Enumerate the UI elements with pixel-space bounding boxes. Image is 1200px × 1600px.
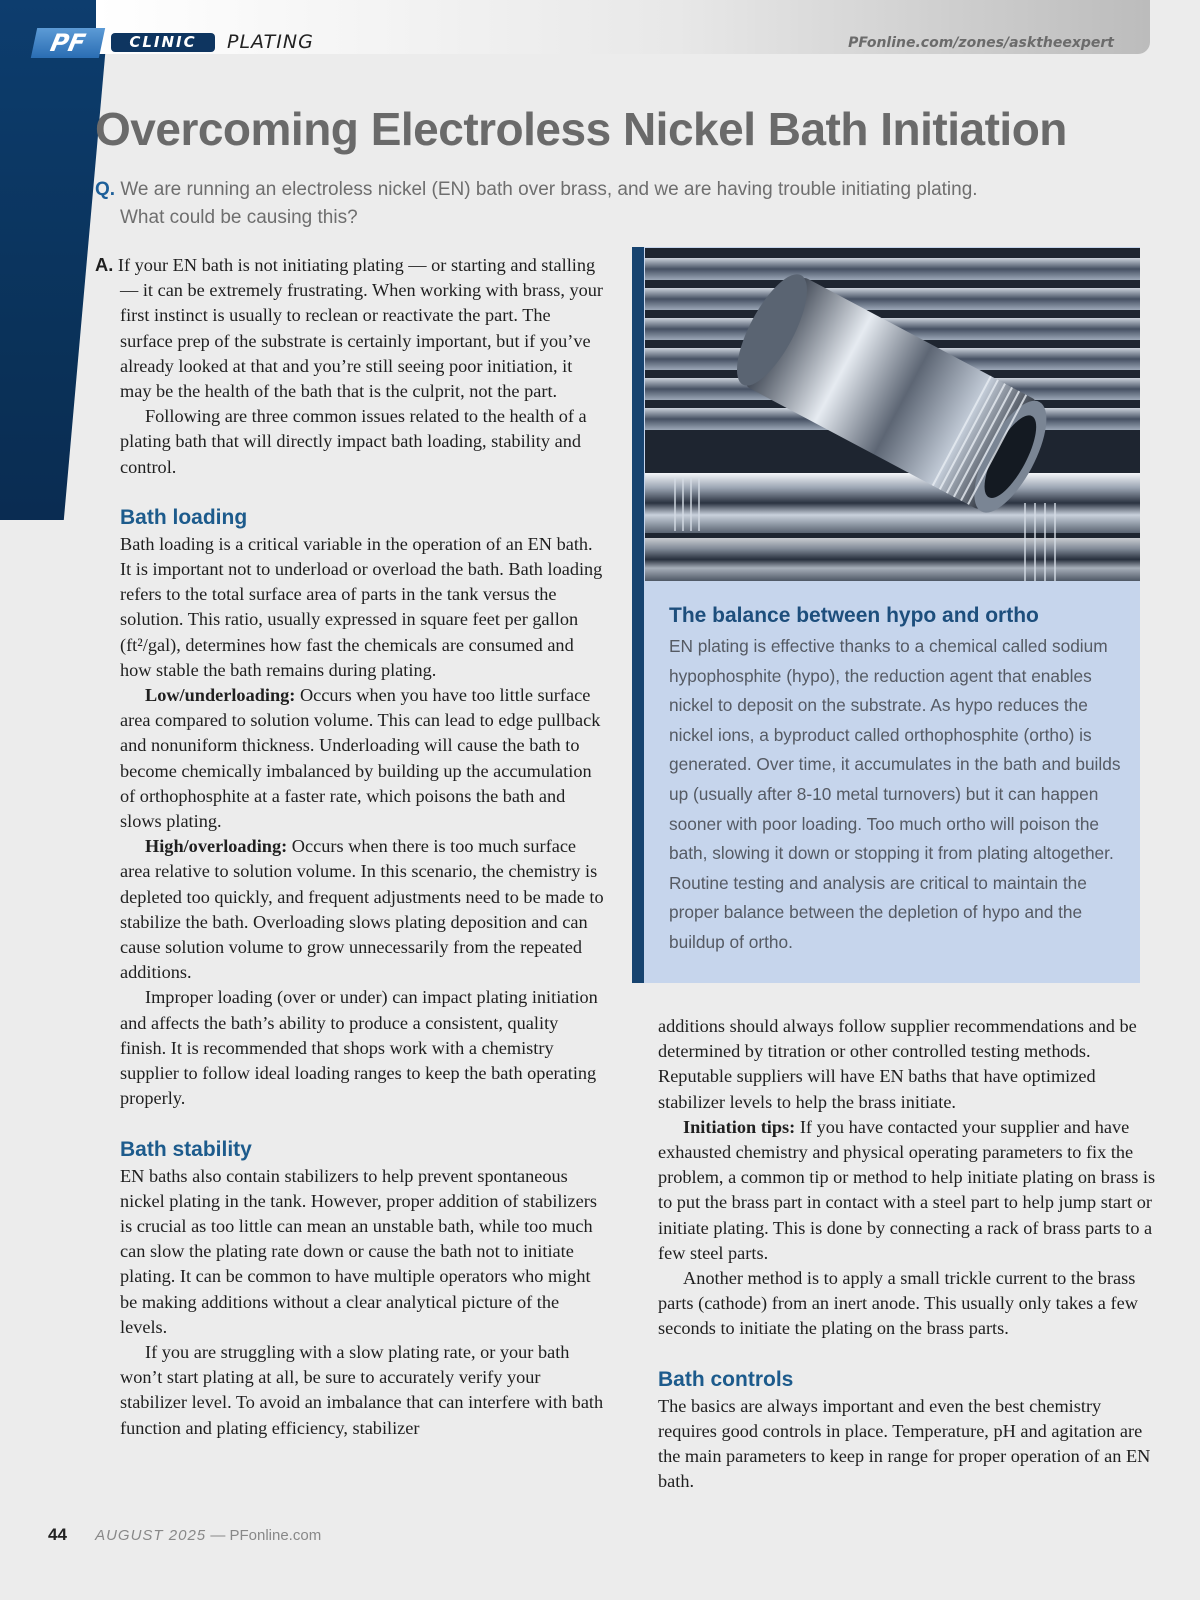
left-column	[95, 252, 607, 1441]
bath-stability-p1: EN baths also contain stabilizers to help prevent spontaneous nickel plating in the tank. However, proper addition of stabilizers is crucial as too little can mean an unstable bath, while too much can slow the plating rate down or cause the bath not to initiate plating. It can be common to have multiple operators who might be making additions without a clear analytical picture of the levels.	[120, 1165, 597, 1337]
page-footer	[48, 1525, 321, 1545]
sidebar-heading: The balance between hypo and ortho	[669, 604, 1039, 627]
question-marker: Q.	[95, 179, 116, 200]
sidebar-body: EN plating is effective thanks to a chemical called sodium hypophosphite (hypo), the reduction agent that enables nickel to deposit on the substrate. As hypo reduces the nickel ions, a byproduct called orthophosphite (ortho) is generated. Over time, it accumulates in the bath and builds up (usually after 8-10 metal turnovers) but it can happen sooner with poor loading. Too much ortho will poison the bath, slowing it down or stopping it from plating altogether. Routine testing and analysis are critical to maintain the proper balance between the depletion of hypo and the buildup of ortho.	[669, 636, 1121, 952]
heading-bath-controls: Bath controls	[658, 1367, 794, 1391]
bath-loading-high	[95, 834, 607, 985]
initiation-tips-label: Initiation tips:	[683, 1116, 796, 1137]
stability-continuation: additions should always follow supplier recommendations and be determined by titration or other controlled testing methods. Reputable suppliers will have EN baths that have optimized stabilizer levels to help the brass initiate.	[658, 1016, 1137, 1112]
bath-loading-low	[95, 683, 607, 834]
page-number: 44	[48, 1525, 67, 1544]
question-block	[95, 176, 1015, 232]
photo-nickel-plated-fittings	[645, 248, 1140, 581]
high-loading-label: High/overloading:	[145, 836, 288, 857]
trickle-current-paragraph: Another method is to apply a small trickle current to the brass parts (cathode) from an inert anode. This usually only takes a few seconds to initiate the plating on the brass parts.	[658, 1268, 1138, 1339]
issue-date: AUGUST 2025	[95, 1527, 207, 1544]
high-loading-text: Occurs when there is too much surface area relative to solution volume. In this scenario, the chemistry is depleted too quickly, and frequent adjustments need to be made to stabilize the bath. Overloading slows plating deposition and can cause solution volume to grow unnecessarily from the repeated additions.	[120, 836, 604, 983]
pf-logo: PF	[31, 28, 105, 58]
clinic-badge: CLINIC	[111, 33, 215, 52]
header-url-link[interactable]: PFonline.com/zones/asktheexpert	[848, 35, 1114, 51]
low-loading-label: Low/underloading:	[145, 685, 296, 706]
answer-intro	[95, 252, 607, 404]
bath-loading-p4: Improper loading (over or under) can impact plating initiation and affects the bath’s ability to produce a consistent, quality finish. It is recommended that shops work with a chemistry supplier to follow ideal loading ranges to keep the bath operating properly.	[120, 987, 598, 1109]
bath-controls-p1: The basics are always important and even the best chemistry requires good controls in place. Temperature, pH and agitation are the main parameters to keep in range for proper operation of an EN bath.	[658, 1395, 1151, 1492]
initiation-tips	[658, 1115, 1158, 1266]
section-label: PLATING	[227, 31, 314, 53]
answer-intro-2: Following are three common issues related to the health of a plating bath that will directly impact bath loading, stability and control.	[120, 406, 587, 477]
bath-stability-p2: If you are struggling with a slow plating rate, or your bath won’t start plating at all, be sure to accurately verify your stabilizer level. To avoid an imbalance that can interfere with bath function and plating efficiency, stabilizer	[120, 1341, 604, 1438]
heading-bath-stability: Bath stability	[120, 1137, 252, 1161]
article-title: Overcoming Electroless Nickel Bath Initiation	[95, 103, 1067, 155]
answer-marker: A.	[95, 254, 114, 275]
sidebar-accent-rule	[632, 247, 644, 983]
photo-illustration	[645, 248, 1140, 581]
question-line-2: What could be causing this?	[120, 207, 358, 228]
side-wedge-decoration	[0, 0, 110, 520]
low-loading-text: Occurs when you have too little surface area compared to solution volume. This can lead to edge pullback and nonuniform thickness. Underloading will cause the bath to become chemically imbalanced by building up the accumulation of orthophosphite at a faster rate, which poisons the bath and slows plating.	[120, 685, 601, 832]
bath-loading-p1: Bath loading is a critical variable in the operation of an EN bath. It is important not to underload or overload the bath. Bath loading refers to the total surface area of parts in the tank versus the solution. This ratio, usually expressed in square feet per gallon (ft²/gal), determines how fast the chemicals are consumed and how stable the bath remains during plating.	[120, 533, 603, 680]
right-column	[658, 1014, 1158, 1494]
footer-separator: —	[210, 1527, 226, 1544]
answer-intro-text: If your EN bath is not initiating plating — or starting and stalling — it can be extremely frustrating. When working with brass, your first instinct is usually to reclean or reactivate the part. The surface prep of the substrate is certainly important, but if you’ve already looked at that and you’re still seeing poor initiation, it may be the health of the bath that is the culprit, not the part.	[117, 255, 603, 402]
footer-site-link[interactable]: PFonline.com	[229, 1527, 322, 1544]
sidebar-text-block	[669, 602, 1131, 958]
heading-bath-loading: Bath loading	[120, 505, 248, 529]
question-line-1: We are running an electroless nickel (EN) bath over brass, and we are having trouble initiating plating.	[120, 179, 978, 200]
initiation-tips-text: If you have contacted your supplier and have exhausted chemistry and physical operating parameters to fix the problem, a common tip or method to help initiate plating on brass is to put the brass part in contact with a steel part to help jump start or initiate plating. This is done by connecting a rack of brass parts to a few steel parts.	[658, 1116, 1156, 1263]
